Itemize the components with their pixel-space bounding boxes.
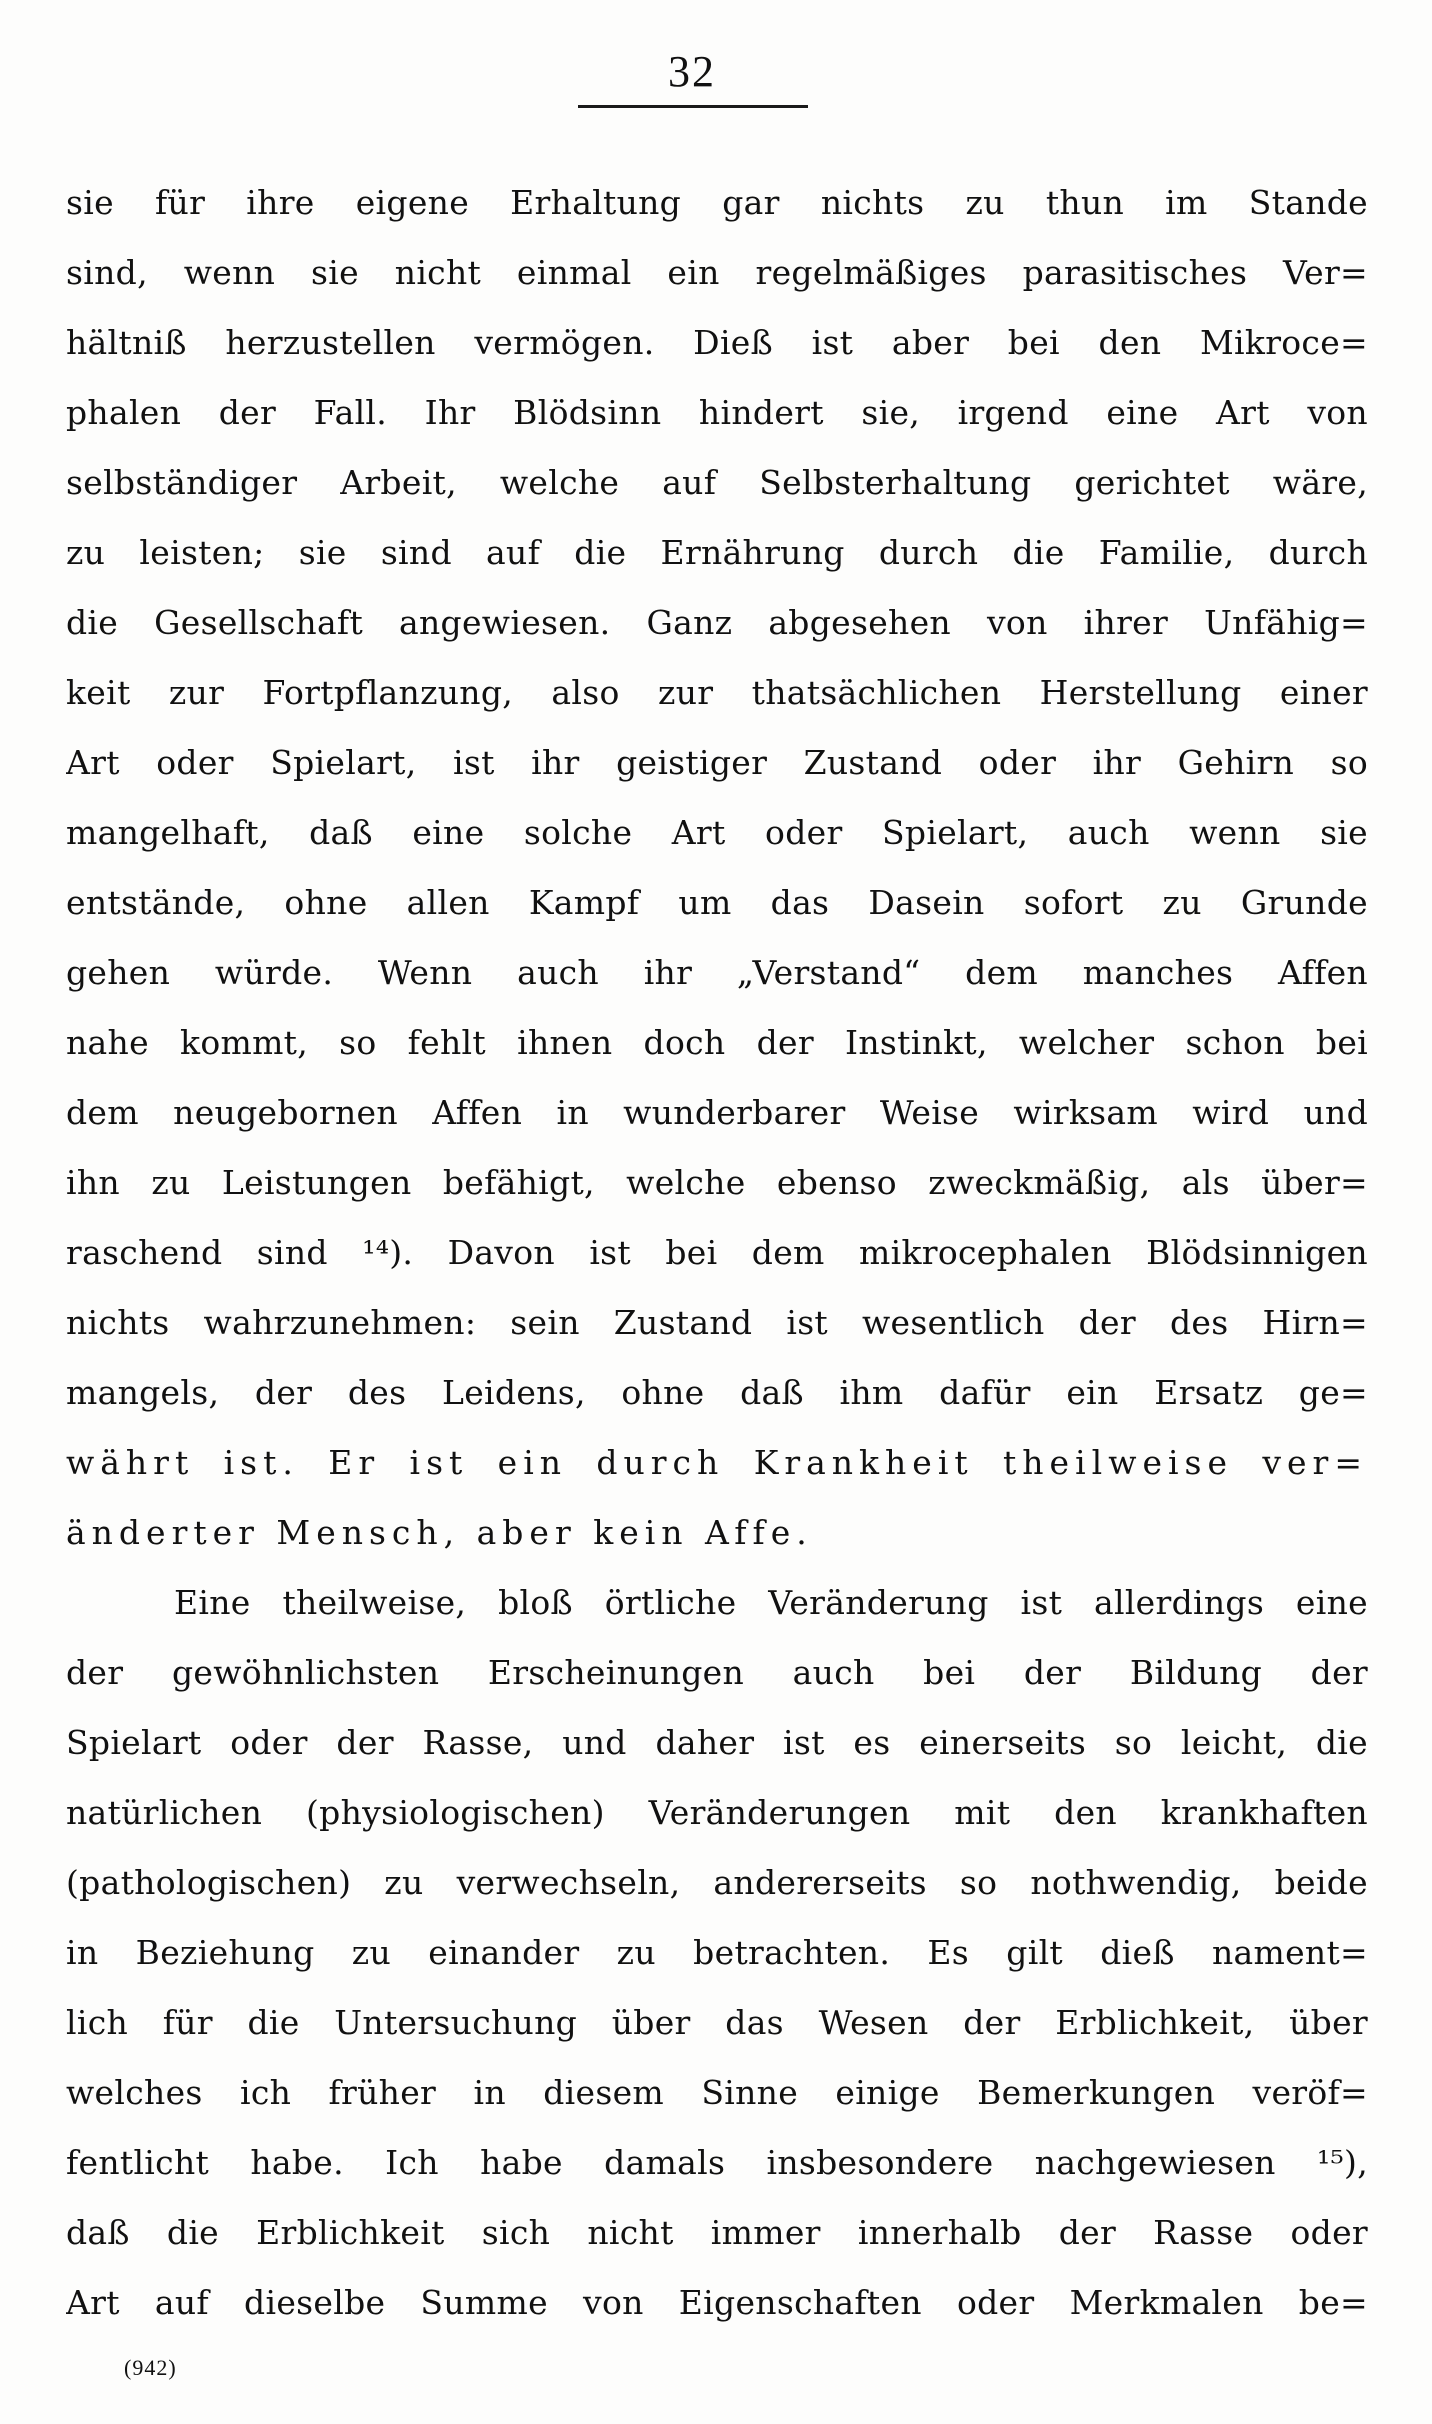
text-line: natürlichen (physiologischen) Veränderungen mit den krankhaften [66,1793,1368,1832]
page-number: 32 [668,47,716,96]
text-line: selbständiger Arbeit, welche auf Selbsterhaltung gerichtet wäre, [66,463,1368,502]
text-line: sind, wenn sie nicht einmal ein regelmäßiges parasitisches Ver= [66,253,1368,292]
text-line-emphasized: änderter Mensch, aber kein Affe. [66,1513,813,1552]
text-line: (pathologischen) zu verwechseln, andererseits so nothwendig, beide [66,1863,1368,1902]
text-line: phalen der Fall. Ihr Blödsinn hindert sie, irgend eine Art von [66,393,1368,432]
text-line: ihn zu Leistungen befähigt, welche ebenso zweckmäßig, als über= [66,1163,1368,1202]
text-line: mangels, der des Leidens, ohne daß ihm dafür ein Ersatz ge= [66,1373,1368,1412]
text-line: mangelhaft, daß eine solche Art oder Spielart, auch wenn sie [66,813,1368,852]
text-line: Art auf dieselbe Summe von Eigenschaften oder Merkmalen be= [66,2283,1368,2322]
text-line: hältniß herzustellen vermögen. Dieß ist aber bei den Mikroce= [66,323,1368,362]
text-line: der gewöhnlichsten Erscheinungen auch bei der Bildung der [66,1653,1368,1692]
text-line: die Gesellschaft angewiesen. Ganz abgesehen von ihrer Unfähig= [66,603,1368,642]
text-line: in Beziehung zu einander zu betrachten. Es gilt dieß nament= [66,1933,1368,1972]
text-line: Art oder Spielart, ist ihr geistiger Zustand oder ihr Gehirn so [66,743,1368,782]
text-line: gehen würde. Wenn auch ihr „Verstand“ dem manches Affen [66,953,1368,992]
text-line: nichts wahrzunehmen: sein Zustand ist wesentlich der des Hirn= [66,1303,1368,1342]
text-line: nahe kommt, so fehlt ihnen doch der Instinkt, welcher schon bei [66,1023,1368,1062]
text-line: Spielart oder der Rasse, und daher ist es einerseits so leicht, die [66,1723,1368,1762]
text-line: keit zur Fortpflanzung, also zur thatsächlichen Herstellung einer [66,673,1368,712]
text-line-emphasized: währt ist. Er ist ein durch Krankheit theilweise ver= [66,1443,1368,1482]
body-text [66,168,1368,2338]
text-line: sie für ihre eigene Erhaltung gar nichts zu thun im Stande [66,183,1368,222]
text-line: welches ich früher in diesem Sinne einige Bemerkungen veröf= [66,2073,1368,2112]
text-line: fentlicht habe. Ich habe damals insbesondere nachgewiesen ¹⁵), [66,2143,1368,2182]
paragraph-start-line: Eine theilweise, bloß örtliche Veränderung ist allerdings eine [174,1583,1368,1622]
text-line: lich für die Untersuchung über das Wesen der Erblichkeit, über [66,2003,1368,2042]
text-line: daß die Erblichkeit sich nicht immer innerhalb der Rasse oder [66,2213,1368,2252]
text-line: entstände, ohne allen Kampf um das Dasein sofort zu Grunde [66,883,1368,922]
printer-signature: (942) [124,2355,177,2380]
header-rule [578,105,808,108]
text-line: raschend sind ¹⁴). Davon ist bei dem mikrocephalen Blödsinnigen [66,1233,1368,1272]
text-line: dem neugebornen Affen in wunderbarer Weise wirksam wird und [66,1093,1368,1132]
text-line: zu leisten; sie sind auf die Ernährung durch die Familie, durch [66,533,1368,572]
